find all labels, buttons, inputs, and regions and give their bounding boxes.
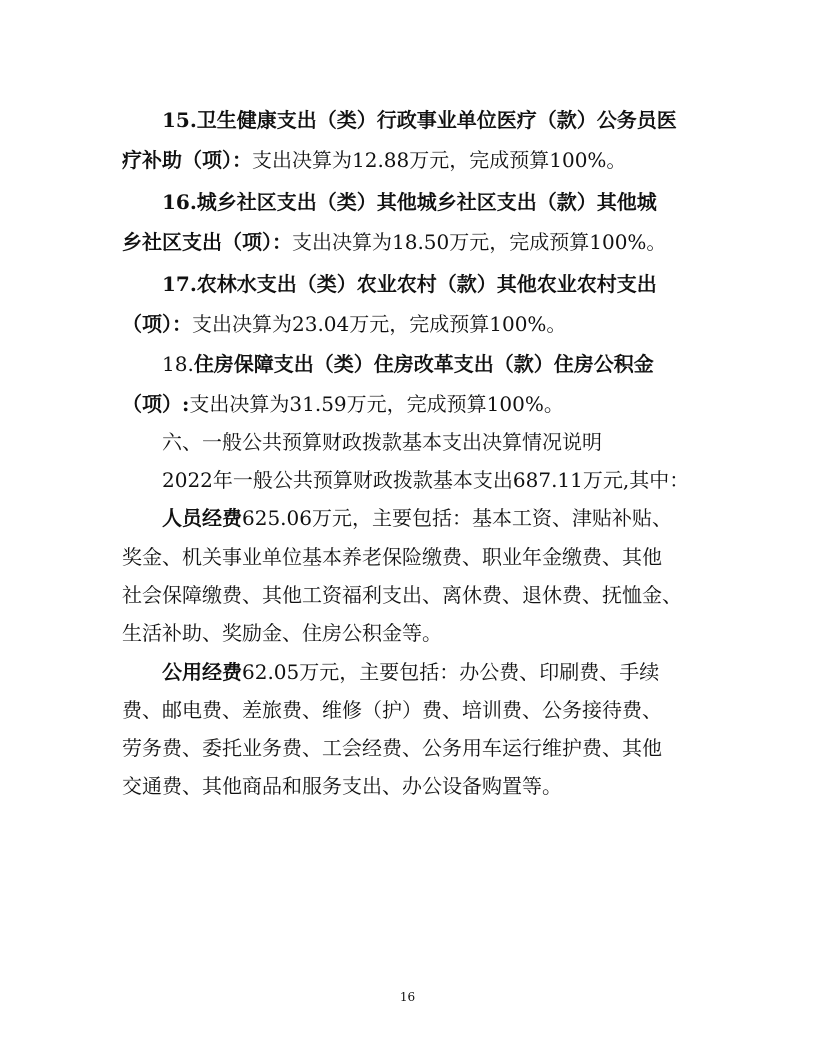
- item-16-line-1: [162, 190, 742, 214]
- item-16-heading-cont: 乡社区支出（项）：: [122, 230, 292, 254]
- public-line-3: [122, 736, 702, 760]
- item-15-line-2: [122, 148, 702, 172]
- public-text-4: 交通费、其他商品和服务支出、办公设备购置等。: [122, 774, 562, 798]
- personnel-text-3: 社会保障缴费、其他工资福利支出、离休费、退休费、抚恤金、: [122, 583, 682, 607]
- section-heading-text: 六、一般公共预算财政拨款基本支出决算情况说明: [162, 430, 602, 454]
- item-18-number: 18.: [162, 352, 194, 376]
- public-text-3: 劳务费、委托业务费、工会经费、公务用车运行维护费、其他: [122, 736, 662, 760]
- personnel-label: 人员经费: [162, 506, 242, 530]
- public-text-1: 62.05万元，主要包括：办公费、印刷费、手续: [242, 660, 660, 684]
- public-line-1: [162, 660, 742, 684]
- page-number: 16: [399, 990, 416, 1004]
- item-15-text: 支出决算为12.88万元，完成预算100%。: [252, 148, 627, 172]
- item-16-text: 支出决算为18.50万元，完成预算100%。: [292, 230, 667, 254]
- item-15-heading-cont: 疗补助（项）：: [122, 148, 252, 172]
- item-16-heading: 16.城乡社区支出（类）其他城乡社区支出（款）其他城: [162, 190, 657, 214]
- summary-text: 2022年一般公共预算财政拨款基本支出687.11万元,其中：: [162, 468, 690, 492]
- item-18-heading: 住房保障支出（类）住房改革支出（款）住房公积金: [193, 352, 654, 376]
- personnel-line-3: [122, 583, 702, 607]
- item-18-line-2: [122, 392, 702, 416]
- item-17-heading: 17.农林水支出（类）农业农村（款）其他农业农村支出: [162, 272, 657, 296]
- item-15-line-1: [162, 108, 742, 132]
- summary-line: [162, 468, 742, 492]
- item-17-line-1: [162, 272, 742, 296]
- item-18-line-1: [162, 352, 742, 376]
- item-17-text: 支出决算为23.04万元，完成预算100%。: [192, 312, 567, 336]
- personnel-text-1: 625.06万元，主要包括：基本工资、津贴补贴、: [242, 506, 672, 530]
- item-18-text: 支出决算为31.59万元，完成预算100%。: [189, 392, 564, 416]
- personnel-text-4: 生活补助、奖励金、住房公积金等。: [122, 621, 442, 645]
- personnel-line-1: [162, 506, 742, 530]
- personnel-text-2: 奖金、机关事业单位基本养老保险缴费、职业年金缴费、其他: [122, 545, 662, 569]
- public-text-2: 费、邮电费、差旅费、维修（护）费、培训费、公务接待费、: [122, 698, 662, 722]
- personnel-line-2: [122, 545, 702, 569]
- item-15-heading: 15.卫生健康支出（类）行政事业单位医疗（款）公务员医: [162, 108, 677, 132]
- item-18-heading-cont: （项）:: [122, 392, 190, 416]
- item-17-line-2: [122, 312, 702, 336]
- item-17-heading-cont: （项）：: [122, 312, 192, 336]
- personnel-line-4: [122, 621, 702, 645]
- item-16-line-2: [122, 230, 702, 254]
- public-line-4: [122, 774, 702, 798]
- public-label: 公用经费: [162, 660, 242, 684]
- public-line-2: [122, 698, 702, 722]
- section-heading: [162, 430, 742, 454]
